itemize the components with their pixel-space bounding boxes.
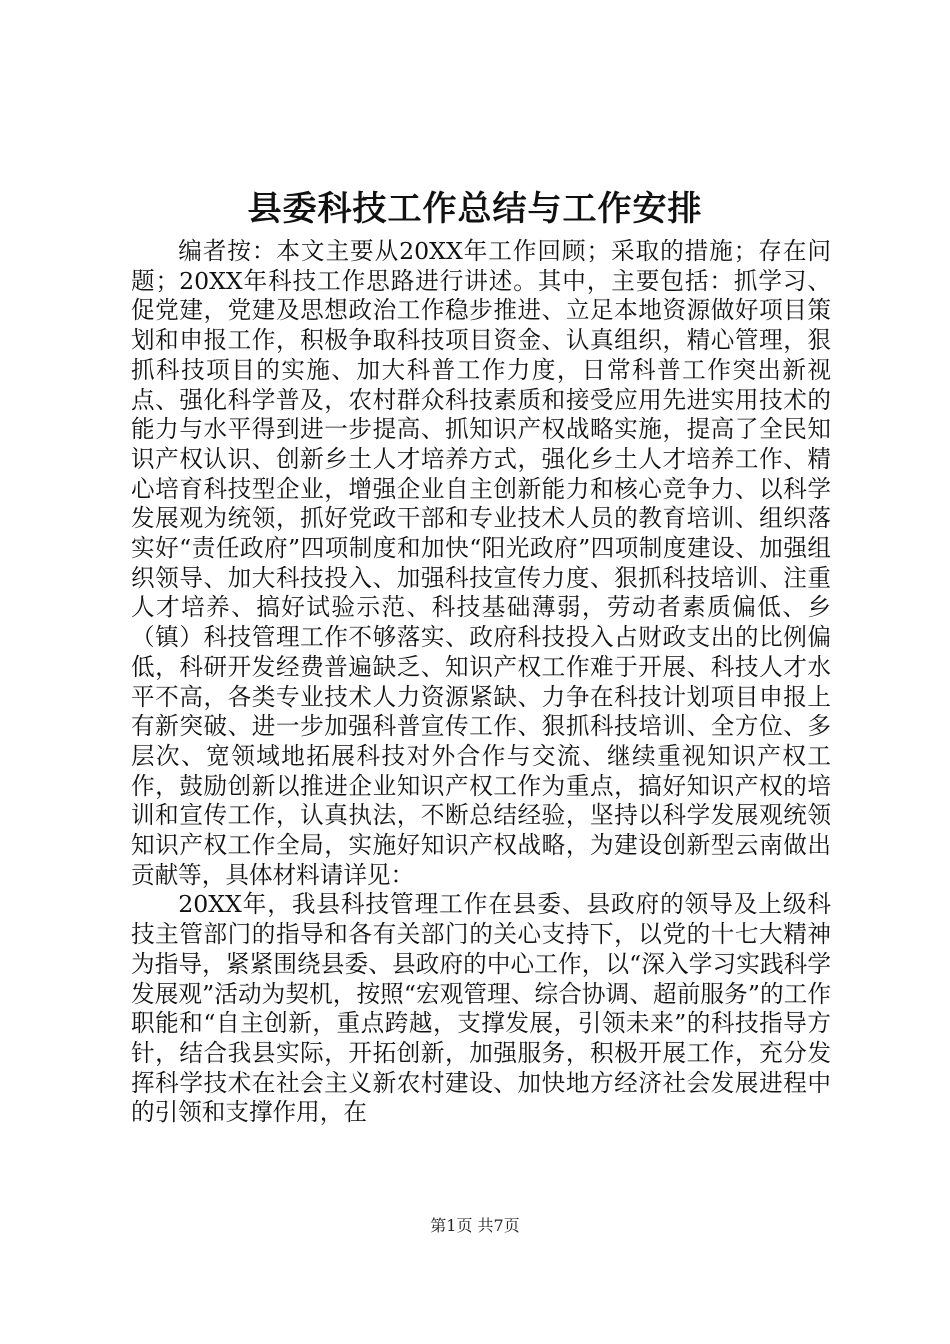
body-paragraph: 20XX年，我县科技管理工作在县委、县政府的领导及上级科技主管部门的指导和各有关部门的关心支持下，以党的十七大精神为指导，紧紧围绕县委、县政府的中心工作，以“深入学习实践科学发展观”活动为契机，按照“宏观管理、综合协调、超前服务”的工作职能和“自主创新，重点跨越，支撑发展，引领未来”的科技指导方针，结合我县实际，开拓创新，加强服务，积极开展工作，充分发挥科学技术在社会主义新农村建设、加快地方经济社会发展进程中的引领和支撑作用，在 [131, 890, 831, 1127]
editor-note-paragraph: 编者按：本文主要从20XX年工作回顾；采取的措施；存在问题；20XX年科技工作思路进行讲述。其中，主要包括：抓学习、促党建，党建及思想政治工作稳步推进、立足本地资源做好项目策划和申报工作，积极争取科技项目资金、认真组织，精心管理，狠抓科技项目的实施、加大科普工作力度，日常科普工作突出新视点、强化科学普及，农村群众科技素质和接受应用先进实用技术的能力与水平得到进一步提高、抓知识产权战略实施，提高了全民知识产权认识、创新乡土人才培养方式，强化乡土人才培养工作、精心培育科技型企业，增强企业自主创新能力和核心竞争力、以科学发展观为统领，抓好党政干部和专业技术人员的教育培训、组织落实好“责任政府”四项制度和加快“阳光政府”四项制度建设、加强组织领导、加大科技投入、加强科技宣传力度、狠抓科技培训、注重人才培养、搞好试验示范、科技基础薄弱，劳动者素质偏低、乡（镇）科技管理工作不够落实、政府科技投入占财政支出的比例偏低，科研开发经费普遍缺乏、知识产权工作难于开展、科技人才水平不高，各类专业技术人力资源紧缺、力争在科技计划项目申报上有新突破、进一步加强科普宣传工作、狠抓科技培训、全方位、多层次、宽领域地拓展科技对外合作与交流、继续重视知识产权工作，鼓励创新以推进企业知识产权工作为重点，搞好知识产权的培训和宣传工作，认真执法，不断总结经验，坚持以科学发展观统领知识产权工作全局，实施好知识产权战略，为建设创新型云南做出贡献等，具体材料请详见： [131, 237, 831, 889]
page-footer: 第1页 共7页 [430, 1216, 520, 1235]
document-title: 县委科技工作总结与工作安排 [247, 189, 703, 229]
document-body [131, 237, 831, 1128]
